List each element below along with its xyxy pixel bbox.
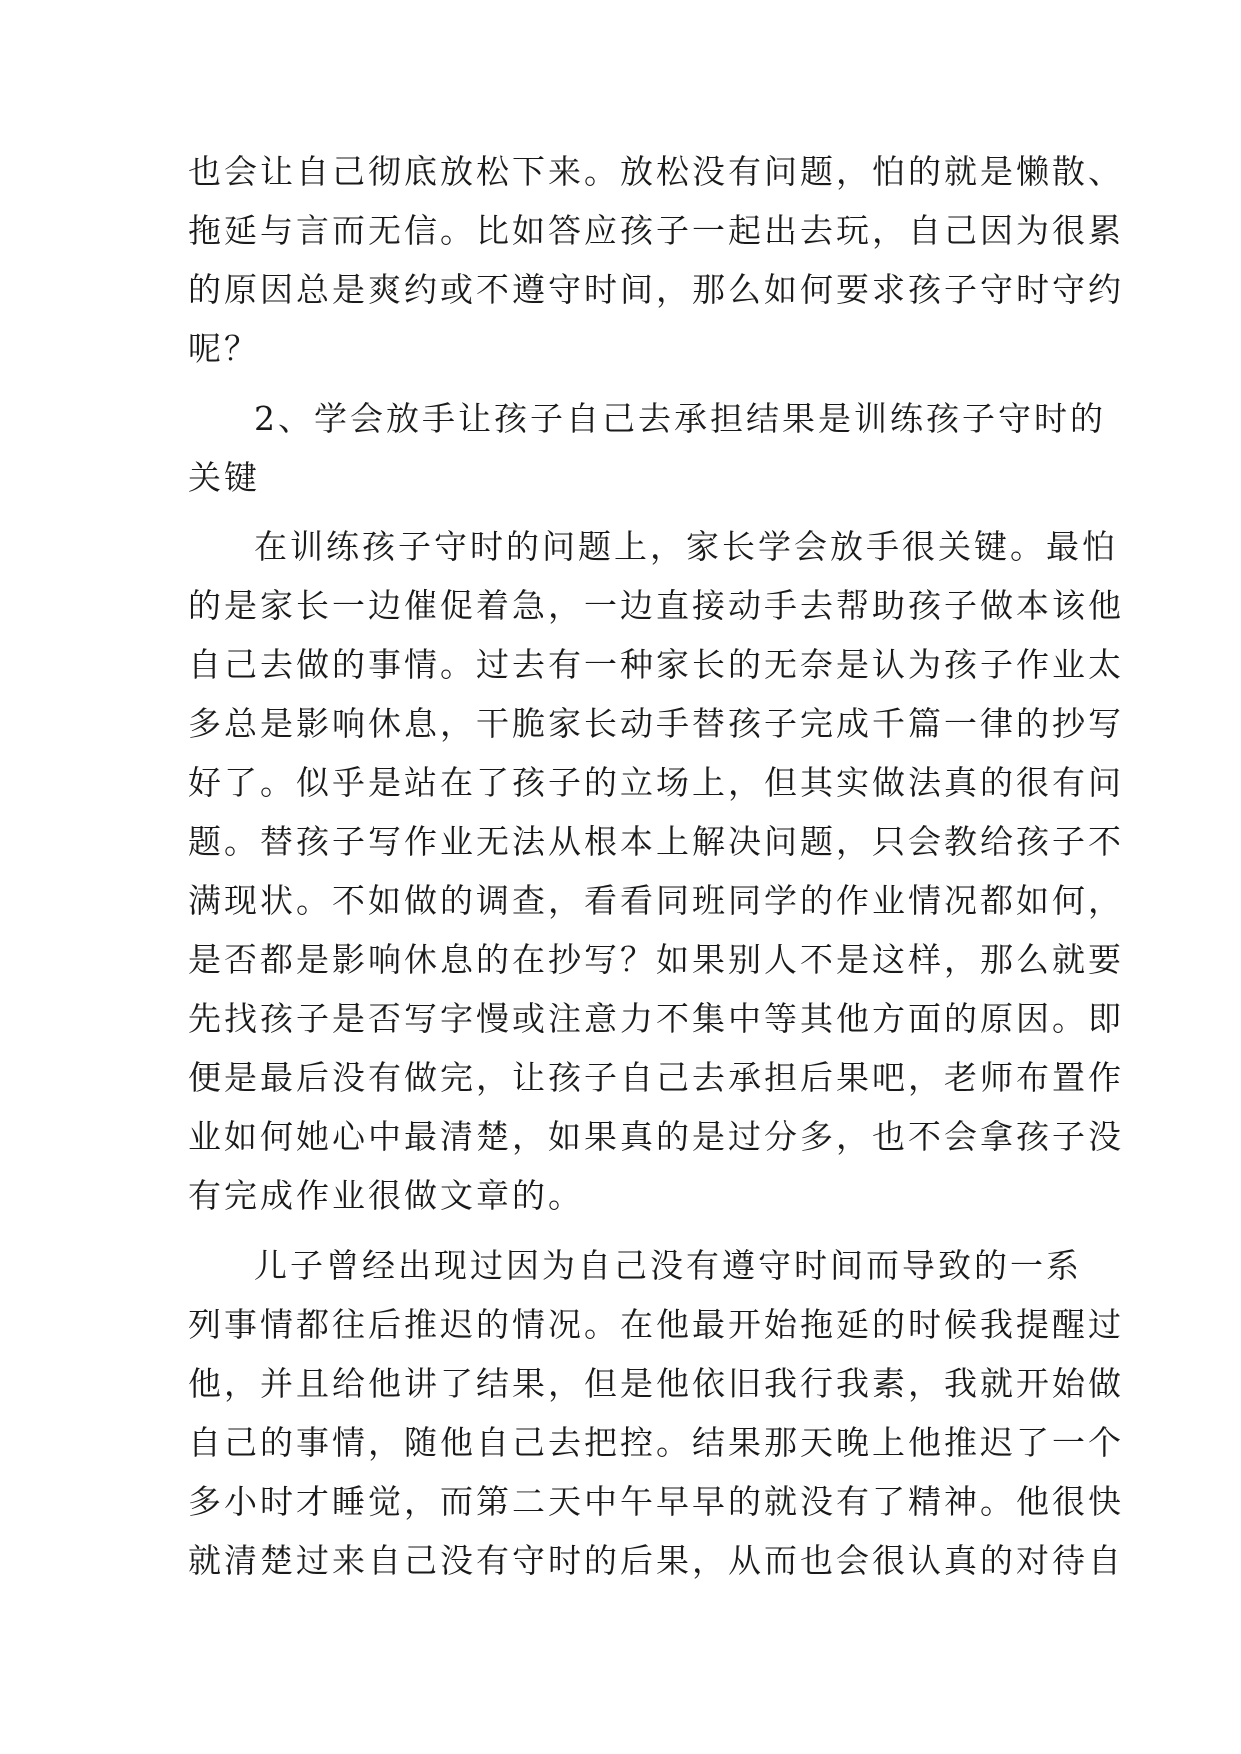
text-line: 自己去做的事情。过去有一种家长的无奈是认为孩子作业太 [188,645,1124,684]
text-line: 题。替孩子写作业无法从根本上解决问题，只会教给孩子不 [188,822,1124,861]
text-line: 是否都是影响休息的在抄写？如果别人不是这样，那么就要 [188,940,1124,979]
text-line: 自己的事情，随他自己去把控。结果那天晚上他推迟了一个 [188,1423,1124,1462]
text-line: 有完成作业很做文章的。 [188,1176,584,1215]
text-line: 便是最后没有做完，让孩子自己去承担后果吧，老师布置作 [188,1058,1124,1097]
text-line: 的是家长一边催促着急，一边直接动手去帮助孩子做本该他 [188,586,1124,625]
text-line: 列事情都往后推迟的情况。在他最开始拖延的时候我提醒过 [188,1305,1124,1344]
text-line: 拖延与言而无信。比如答应孩子一起出去玩，自己因为很累 [188,211,1124,250]
text-line: 业如何她心中最清楚，如果真的是过分多，也不会拿孩子没 [188,1117,1124,1156]
text-line: 他，并且给他讲了结果，但是他依旧我行我素，我就开始做 [188,1364,1124,1403]
text-line: 在训练孩子守时的问题上，家长学会放手很关键。最怕 [254,527,1118,566]
section-heading-line: 关键 [188,458,260,497]
text-line: 满现状。不如做的调查，看看同班同学的作业情况都如何， [188,881,1124,920]
text-line: 的原因总是爽约或不遵守时间，那么如何要求孩子守时守约 [188,270,1124,309]
text-line: 多小时才睡觉，而第二天中午早早的就没有了精神。他很快 [188,1482,1124,1521]
text-line: 先找孩子是否写字慢或注意力不集中等其他方面的原因。即 [188,999,1124,1038]
section-heading-line: 2、学会放手让孩子自己去承担结果是训练孩子守时的 [254,399,1106,438]
text-line: 儿子曾经出现过因为自己没有遵守时间而导致的一系 [254,1246,1082,1285]
text-line: 呢？ [188,329,260,368]
text-line: 好了。似乎是站在了孩子的立场上，但其实做法真的很有问 [188,763,1124,802]
text-line: 就清楚过来自己没有守时的后果，从而也会很认真的对待自 [188,1541,1124,1580]
text-line: 多总是影响休息，干脆家长动手替孩子完成千篇一律的抄写 [188,704,1124,743]
text-line: 也会让自己彻底放松下来。放松没有问题，怕的就是懒散、 [188,152,1124,191]
